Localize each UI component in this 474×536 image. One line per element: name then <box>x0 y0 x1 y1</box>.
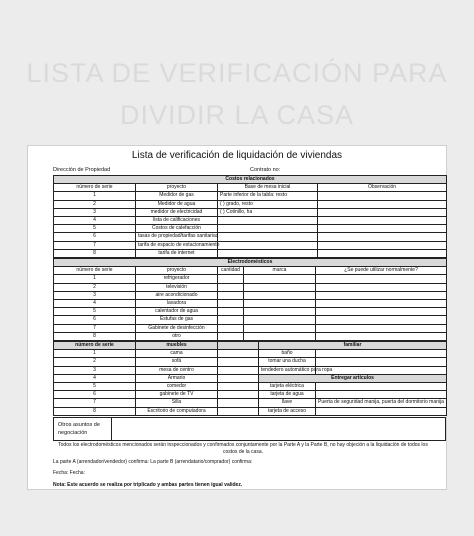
quantity-cell <box>218 275 244 283</box>
blank-cell <box>218 366 259 374</box>
reading-cell: ( ) grado, resto <box>218 200 318 208</box>
item-cell: televisión <box>136 283 218 291</box>
table-row <box>54 382 447 390</box>
table-row <box>54 200 447 208</box>
table-row <box>54 249 447 257</box>
usable-cell <box>316 308 447 316</box>
observation-cell <box>318 241 447 249</box>
observation-cell <box>318 216 447 224</box>
blank-cell <box>218 358 259 366</box>
reading-cell <box>218 249 318 257</box>
item-cell: medidor de electricidad <box>136 208 218 216</box>
usable-cell <box>316 324 447 332</box>
blank-cell <box>218 407 259 415</box>
item-cell: tarifa de espacio de estacionamiento <box>136 241 218 249</box>
appliances-table <box>53 258 447 341</box>
address-label: Dirección de Propiedad <box>53 167 111 173</box>
usable-cell <box>316 332 447 340</box>
item-cell: tarifa de internet <box>136 249 218 257</box>
brand-cell <box>244 308 316 316</box>
observation-cell <box>318 208 447 216</box>
observation-cell <box>318 200 447 208</box>
household-item-cell: baño <box>259 350 316 358</box>
serial-cell: 7 <box>54 399 136 407</box>
observation-cell <box>318 233 447 241</box>
table-row <box>54 216 447 224</box>
reading-cell: Parte inferior de la tabla: resto <box>218 192 318 200</box>
reading-cell: ( ) Cotinillo, ha <box>218 208 318 216</box>
item-cell: aire acondicionado <box>136 291 218 299</box>
costs-table <box>53 175 447 266</box>
serial-cell: 1 <box>54 275 136 283</box>
brand-cell <box>244 332 316 340</box>
blank-cell <box>218 399 259 407</box>
quantity-cell <box>218 291 244 299</box>
blank-cell <box>218 382 259 390</box>
furniture-cell: comedor <box>136 382 218 390</box>
other-matters-box <box>53 417 446 441</box>
table-row <box>54 208 447 216</box>
furniture-cell: Silla <box>136 399 218 407</box>
reading-cell <box>218 233 318 241</box>
household-item-cell: tomar una ducha <box>259 358 316 366</box>
furniture-cell: cama <box>136 350 218 358</box>
detail-cell: Puerta de seguridad manija, puerta del dormitorio manija <box>316 399 447 407</box>
furniture-cell: gabinete de TV <box>136 391 218 399</box>
footer-confirmations: La parte A (arrendador/vendedor) confirma: La parte B (arrendatario/comprador) confirma: <box>53 459 253 465</box>
column-header: Observación <box>318 184 447 192</box>
table-row <box>54 374 447 382</box>
item-cell: otro <box>136 332 218 340</box>
checklist-sheet <box>27 145 447 490</box>
item-cell: Gabinete de desinfección <box>136 324 218 332</box>
reading-cell <box>218 225 318 233</box>
serial-cell: 4 <box>54 374 136 382</box>
banner-title-line-2: DIVIDIR LA CASA <box>119 100 355 130</box>
serial-cell: 7 <box>54 241 136 249</box>
table-row <box>54 192 447 200</box>
serial-cell: 2 <box>54 283 136 291</box>
serial-cell: 1 <box>54 192 136 200</box>
section-title: Costos relacionados <box>54 176 447 184</box>
item-cell: tasas de propiedad/tarifas sanitarias <box>136 233 218 241</box>
document-banner <box>0 52 474 136</box>
footer-statement: Todos los electrodomésticos mencionados serán inspeccionados y confirmados conjuntamente por la Parte A y la Parte B, no hay objeción a la liquidación de todos los costos de la casa. <box>58 442 428 455</box>
furniture-table <box>53 341 447 416</box>
column-header: ¿Se puede utilizar normalmente? <box>316 267 447 275</box>
quantity-cell <box>218 316 244 324</box>
section-title: Electrodomésticos <box>54 259 447 267</box>
detail-cell <box>316 391 447 399</box>
table-row <box>54 316 447 324</box>
serial-cell: 5 <box>54 308 136 316</box>
usable-cell <box>316 283 447 291</box>
table-row <box>54 324 447 332</box>
blank-cell <box>218 391 259 399</box>
household-item-cell: tarjeta de agua <box>259 391 316 399</box>
footer-note: Nota: Este acuerdo se realiza por triplicado y ambas partes tienen igual validez. <box>53 482 243 488</box>
table-row <box>54 332 447 340</box>
serial-cell: 8 <box>54 407 136 415</box>
blank-cell <box>218 350 259 358</box>
column-header: Base de mesa inicial <box>218 184 318 192</box>
serial-cell: 2 <box>54 358 136 366</box>
serial-cell: 5 <box>54 225 136 233</box>
item-cell: Estufas de gas <box>136 316 218 324</box>
household-item-cell: Entregar artículos <box>259 374 447 382</box>
detail-cell <box>316 382 447 390</box>
item-cell: refrigerador <box>136 275 218 283</box>
brand-cell <box>244 316 316 324</box>
quantity-cell <box>218 299 244 307</box>
table-row <box>54 407 447 415</box>
contract-label: Contrato no: <box>250 167 281 173</box>
serial-cell: 4 <box>54 216 136 224</box>
serial-cell: 8 <box>54 249 136 257</box>
serial-cell: 8 <box>54 332 136 340</box>
column-header: muebles <box>136 342 218 350</box>
observation-cell <box>318 249 447 257</box>
column-header: número de serie <box>54 184 136 192</box>
serial-cell: 2 <box>54 200 136 208</box>
usable-cell <box>316 299 447 307</box>
serial-cell: 1 <box>54 350 136 358</box>
column-header: marca <box>244 267 316 275</box>
item-cell: calentador de agua <box>136 308 218 316</box>
quantity-cell <box>218 324 244 332</box>
table-row <box>54 275 447 283</box>
column-header: familiar <box>259 342 447 350</box>
item-cell: Medidor de agua <box>136 200 218 208</box>
table-row <box>54 366 447 374</box>
serial-cell: 3 <box>54 366 136 374</box>
furniture-cell: sofá <box>136 358 218 366</box>
serial-cell: 6 <box>54 316 136 324</box>
household-item-cell: tendedero automático para ropa <box>259 366 316 374</box>
table-row <box>54 233 447 241</box>
footer-dates: Fecha: Fecha: <box>53 470 85 476</box>
table-row <box>54 358 447 366</box>
blank-cell <box>218 374 259 382</box>
table-row <box>54 391 447 399</box>
column-header: proyecto <box>136 184 218 192</box>
usable-cell <box>316 291 447 299</box>
table-row <box>54 399 447 407</box>
column-header: proyecto <box>136 267 218 275</box>
section-header-row <box>54 259 447 267</box>
item-cell: Costos de calefacción <box>136 225 218 233</box>
detail-cell <box>316 366 447 374</box>
detail-cell <box>316 350 447 358</box>
quantity-cell <box>218 332 244 340</box>
table-row <box>54 241 447 249</box>
item-cell: lista de calificaciones <box>136 216 218 224</box>
brand-cell <box>244 291 316 299</box>
household-item-cell: llave <box>259 399 316 407</box>
item-cell: lavadora <box>136 299 218 307</box>
other-matters-label: Otros asuntos de negociación <box>54 418 112 440</box>
usable-cell <box>316 275 447 283</box>
column-header-row <box>54 267 447 275</box>
brand-cell <box>244 324 316 332</box>
quantity-cell <box>218 283 244 291</box>
serial-cell: 4 <box>54 299 136 307</box>
serial-cell: 6 <box>54 233 136 241</box>
household-item-cell: tarjeta eléctrica <box>259 382 316 390</box>
furniture-cell: Armario <box>136 374 218 382</box>
item-cell: Medidor de gas <box>136 192 218 200</box>
column-header: número de serie <box>54 267 136 275</box>
reading-cell <box>218 216 318 224</box>
serial-cell: 6 <box>54 391 136 399</box>
banner-title-line-1: LISTA DE VERIFICACIÓN PARA <box>26 58 448 88</box>
serial-cell: 5 <box>54 382 136 390</box>
section-header-row <box>54 176 447 184</box>
section-header-row <box>54 342 447 350</box>
table-row <box>54 308 447 316</box>
brand-cell <box>244 283 316 291</box>
serial-cell: 3 <box>54 208 136 216</box>
furniture-cell: mesa de centro <box>136 366 218 374</box>
serial-cell: 7 <box>54 324 136 332</box>
table-row <box>54 283 447 291</box>
detail-cell <box>316 407 447 415</box>
household-item-cell: tarjeta de acceso <box>259 407 316 415</box>
column-header: cantidad <box>218 267 244 275</box>
document-title: Lista de verificación de liquidación de viviendas <box>131 150 343 161</box>
observation-cell <box>318 225 447 233</box>
table-row <box>54 299 447 307</box>
table-row <box>54 350 447 358</box>
detail-cell <box>316 358 447 366</box>
blank-header <box>218 342 259 350</box>
serial-cell: 3 <box>54 291 136 299</box>
column-header-row <box>54 184 447 192</box>
furniture-cell: Escritorio de computadora <box>136 407 218 415</box>
observation-cell <box>318 192 447 200</box>
column-header: número de serie <box>54 342 136 350</box>
usable-cell <box>316 316 447 324</box>
table-row <box>54 225 447 233</box>
table-row <box>54 291 447 299</box>
brand-cell <box>244 275 316 283</box>
reading-cell <box>218 241 318 249</box>
brand-cell <box>244 299 316 307</box>
quantity-cell <box>218 308 244 316</box>
